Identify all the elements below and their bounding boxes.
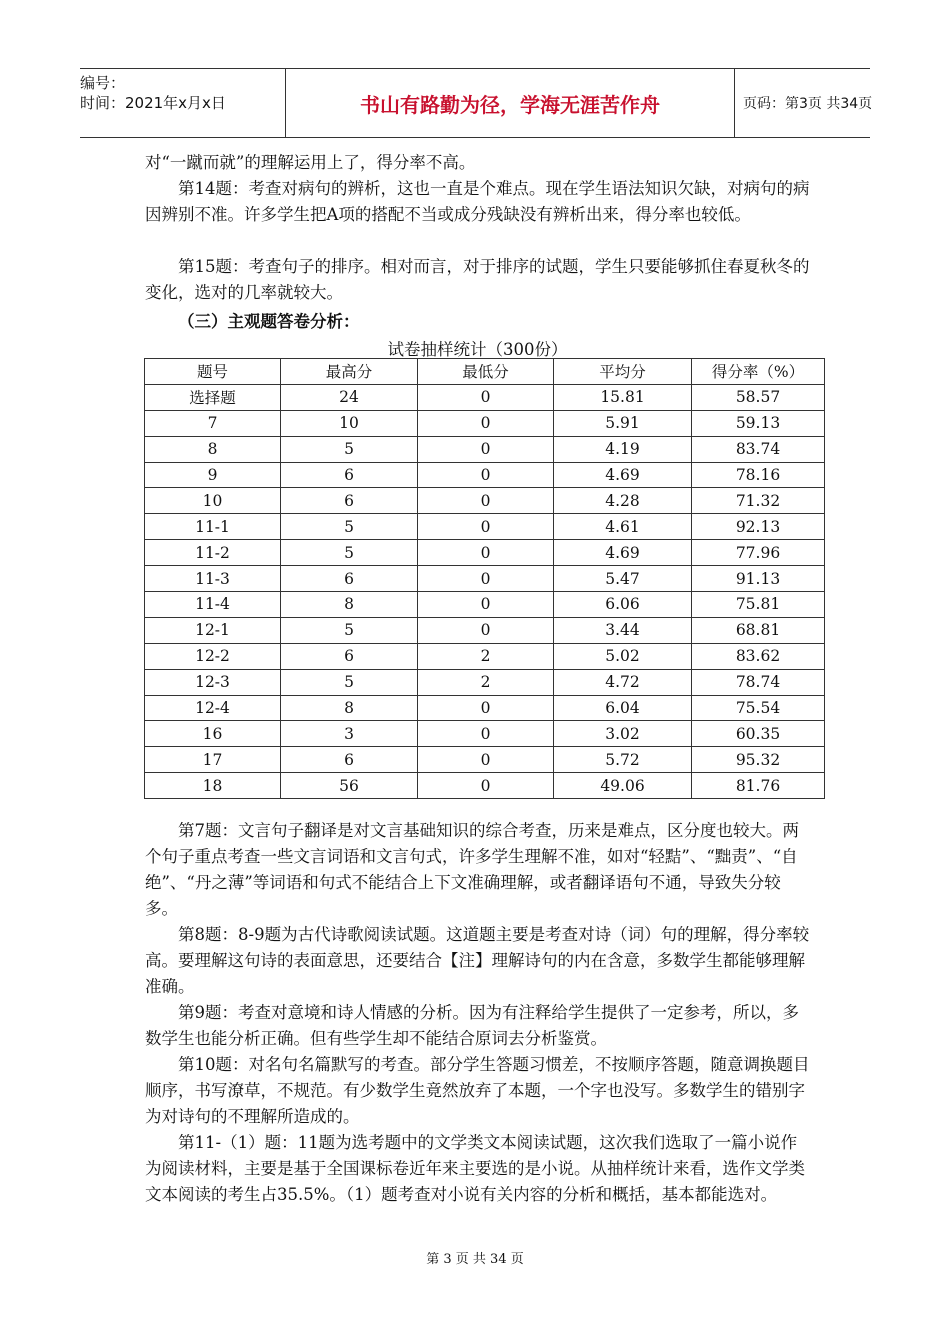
table-cell: 0 — [418, 592, 554, 618]
table-cell: 8 — [145, 436, 281, 462]
table-cell: 10 — [281, 410, 418, 436]
table-row — [145, 436, 825, 462]
header-motto-cell — [285, 69, 735, 137]
table-cell: 0 — [418, 540, 554, 566]
table-row — [145, 669, 825, 695]
table-cell: 4.61 — [554, 514, 692, 540]
table-cell: 4.69 — [554, 462, 692, 488]
table-cell: 0 — [418, 384, 554, 410]
table-cell: 83.62 — [692, 643, 825, 669]
table-cell: 5.47 — [554, 566, 692, 592]
table-cell: 5.72 — [554, 747, 692, 773]
table-cell: 81.76 — [692, 773, 825, 799]
page-footer: 第 3 页 共 34 页 — [426, 1252, 524, 1267]
table-row — [145, 721, 825, 747]
table-cell: 78.74 — [692, 669, 825, 695]
table-cell: 12-2 — [145, 643, 281, 669]
table-cell: 18 — [145, 773, 281, 799]
paragraph: 第8题：8-9题为古代诗歌阅读试题。这道题主要是考查对诗（词）句的理解，得分率较高。要理解这句诗的表面意思，还要结合【注】理解诗句的内在含意，多数学生都能够理解准确。 — [145, 925, 810, 996]
table-cell: 6 — [281, 488, 418, 514]
table-cell: 17 — [145, 747, 281, 773]
table-cell: 12-4 — [145, 695, 281, 721]
table-cell: 24 — [281, 384, 418, 410]
table-cell: 5.91 — [554, 410, 692, 436]
table-cell: 3.02 — [554, 721, 692, 747]
table-cell: 56 — [281, 773, 418, 799]
table-row — [145, 384, 825, 410]
table-cell: 6 — [281, 747, 418, 773]
table-cell: 11-4 — [145, 592, 281, 618]
column-header: 题号 — [145, 359, 281, 385]
table-row — [145, 462, 825, 488]
table-row — [145, 540, 825, 566]
table-cell: 0 — [418, 617, 554, 643]
table-row — [145, 410, 825, 436]
table-cell: 0 — [418, 488, 554, 514]
table-cell: 12-1 — [145, 617, 281, 643]
table-cell: 59.13 — [692, 410, 825, 436]
table-cell: 5 — [281, 540, 418, 566]
table-cell: 11-2 — [145, 540, 281, 566]
table-cell: 12-3 — [145, 669, 281, 695]
paragraph: 第15题：考查句子的排序。相对而言，对于排序的试题，学生只要能够抓住春夏秋冬的变化，选对的几率就较大。 — [145, 257, 810, 302]
table-cell: 15.81 — [554, 384, 692, 410]
table-row — [145, 773, 825, 799]
table-row — [145, 695, 825, 721]
table-cell: 0 — [418, 566, 554, 592]
table-row — [145, 592, 825, 618]
table-cell: 5 — [281, 436, 418, 462]
paragraph: 第7题：文言句子翻译是对文言基础知识的综合考查，历来是难点，区分度也较大。两个句子重点考查一些文言词语和文言句式，许多学生理解不准，如对“轻黠”、“黜责”、“自绝”、“丹之薄”等词语和句式不能结合上下文准确理解，或者翻译语句不通，导致失分较多。 — [145, 821, 799, 918]
table-cell: 6.04 — [554, 695, 692, 721]
column-header: 得分率（%） — [692, 359, 825, 385]
table-cell: 10 — [145, 488, 281, 514]
table-cell: 83.74 — [692, 436, 825, 462]
column-header: 最低分 — [418, 359, 554, 385]
table-caption: 试卷抽样统计（300份） — [387, 340, 568, 359]
column-header: 平均分 — [554, 359, 692, 385]
page-header — [80, 68, 873, 138]
table-cell: 0 — [418, 721, 554, 747]
stats-table — [144, 358, 825, 799]
header-meta — [80, 69, 285, 141]
table-cell: 16 — [145, 721, 281, 747]
table-cell: 75.81 — [692, 592, 825, 618]
table-cell: 9 — [145, 462, 281, 488]
table-cell: 60.35 — [692, 721, 825, 747]
table-body — [145, 384, 825, 798]
table-cell: 4.28 — [554, 488, 692, 514]
table-cell: 0 — [418, 773, 554, 799]
table-cell: 5 — [281, 617, 418, 643]
date-label: 时间：2021年x月x日 — [80, 94, 226, 112]
table-cell: 95.32 — [692, 747, 825, 773]
table-cell: 0 — [418, 695, 554, 721]
paragraph: 第9题：考查对意境和诗人情感的分析。因为有注释给学生提供了一定参考，所以，多数学生也能分析正确。但有些学生却不能结合原词去分析鉴赏。 — [145, 1003, 799, 1048]
table-cell: 4.72 — [554, 669, 692, 695]
paragraph: 第14题：考查对病句的辨析，这也一直是个难点。现在学生语法知识欠缺，对病句的病因辨别不准。许多学生把A项的搭配不当或成分残缺没有辨析出来，得分率也较低。 — [145, 179, 810, 224]
table-cell: 6 — [281, 566, 418, 592]
table-row — [145, 747, 825, 773]
table-cell: 0 — [418, 462, 554, 488]
table-cell: 6 — [281, 643, 418, 669]
table-cell: 6.06 — [554, 592, 692, 618]
table-cell: 11-3 — [145, 566, 281, 592]
table-cell: 3 — [281, 721, 418, 747]
motto: 书山有路勤为径，学海无涯苦作舟 — [360, 92, 660, 117]
table-cell: 0 — [418, 514, 554, 540]
table-cell: 5 — [281, 514, 418, 540]
section-heading: （三）主观题答卷分析： — [178, 312, 360, 331]
table-cell: 4.69 — [554, 540, 692, 566]
table-cell: 7 — [145, 410, 281, 436]
table-cell: 5 — [281, 669, 418, 695]
table-cell: 58.57 — [692, 384, 825, 410]
table-row — [145, 617, 825, 643]
table-cell: 8 — [281, 592, 418, 618]
table-row — [145, 514, 825, 540]
table-cell: 49.06 — [554, 773, 692, 799]
table-cell: 2 — [418, 669, 554, 695]
table-cell: 68.81 — [692, 617, 825, 643]
table-header-row — [145, 359, 825, 385]
table-cell: 78.16 — [692, 462, 825, 488]
table-cell: 5.02 — [554, 643, 692, 669]
number-label: 编号： — [80, 74, 126, 92]
paragraph: 对“一蹴而就”的理解运用上了，得分率不高。 — [145, 153, 476, 172]
table-cell: 4.19 — [554, 436, 692, 462]
column-header: 最高分 — [281, 359, 418, 385]
table-row — [145, 488, 825, 514]
table-cell: 71.32 — [692, 488, 825, 514]
table-cell: 2 — [418, 643, 554, 669]
page-label: 页码：第3页 共34页 — [743, 96, 873, 112]
paragraph: 第10题：对名句名篇默写的考查。部分学生答题习惯差，不按顺序答题，随意调换题目顺序，书写潦草，不规范。有少数学生竟然放弃了本题，一个字也没写。多数学生的错别字为对诗句的不理解所造成的。 — [145, 1055, 810, 1126]
table-cell: 77.96 — [692, 540, 825, 566]
table-cell: 11-1 — [145, 514, 281, 540]
table-cell: 8 — [281, 695, 418, 721]
table-cell: 75.54 — [692, 695, 825, 721]
table-row — [145, 643, 825, 669]
table-row — [145, 566, 825, 592]
table-cell: 3.44 — [554, 617, 692, 643]
table-cell: 91.13 — [692, 566, 825, 592]
table-cell: 选择题 — [145, 384, 281, 410]
table-cell: 0 — [418, 747, 554, 773]
table-cell: 6 — [281, 462, 418, 488]
table-cell: 0 — [418, 436, 554, 462]
table-cell: 92.13 — [692, 514, 825, 540]
table-cell: 0 — [418, 410, 554, 436]
header-page-cell — [735, 69, 878, 137]
paragraph: 第11-（1）题：11题为选考题中的文学类文本阅读试题，这次我们选取了一篇小说作为阅读材料，主要是基于全国课标卷近年来主要选的是小说。从抽样统计来看，选作文学类文本阅读的考生占35.5%。（1）题考查对小说有关内容的分析和概括，基本都能选对。 — [145, 1133, 805, 1204]
